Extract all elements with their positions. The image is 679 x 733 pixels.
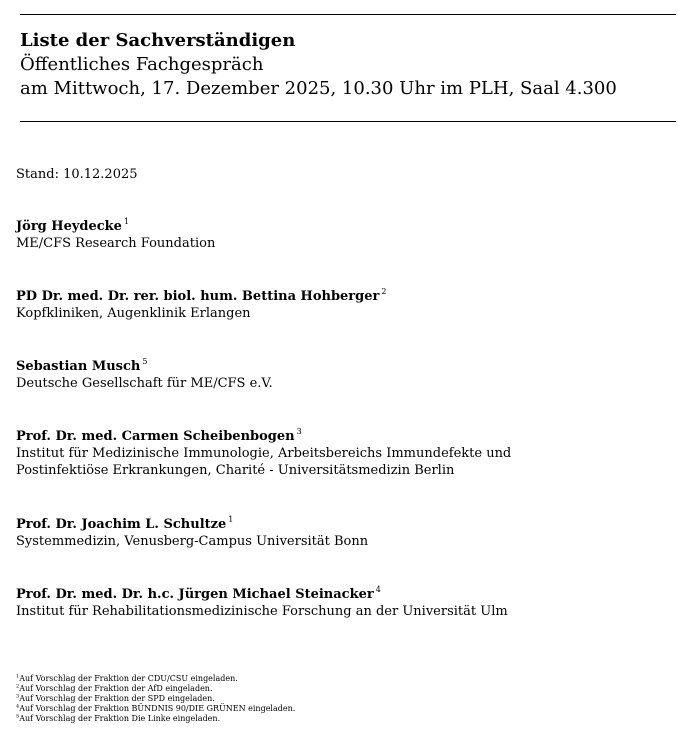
expert-institution: Systemmedizin, Venusberg-Campus Universität Bonn [16, 534, 369, 549]
footnote-mark: 1 [228, 514, 234, 524]
footnote-mark: 2 [381, 286, 387, 296]
expert-institution: ME/CFS Research Foundation [16, 236, 216, 251]
expert-entry [16, 586, 666, 620]
hearing-date-location: am Mittwoch, 17. Dezember 2025, 10.30 Uhr im PLH, Saal 4.300 [20, 78, 617, 99]
expert-entry [16, 516, 666, 550]
footnote-mark: 1 [123, 216, 130, 226]
expert-name: Prof. Dr. med. Dr. h.c. Jürgen Michael Steinacker $^4$ [16, 584, 381, 602]
expert-entry [16, 358, 666, 392]
footnote: $^1$Auf Vorschlag der Fraktion der CDU/CSU eingeladen. [16, 673, 238, 683]
expert-institution: Institut für Medizinische Immunologie, Arbeitsbereichs Immundefekte und [16, 446, 512, 461]
expert-institution: Institut für Rehabilitationsmedizinische Forschung an der Universität Ulm [16, 604, 508, 619]
footnote-mark: 4 [375, 584, 381, 594]
expert-name: Prof. Dr. Joachim L. Schultze $^1$ [16, 514, 234, 532]
footnote: $^2$Auf Vorschlag der Fraktion der AfD eingeladen. [16, 683, 213, 693]
footnotes [16, 674, 295, 724]
expert-name: Sebastian Musch $^5$ [16, 356, 148, 374]
expert-institution: Kopfkliniken, Augenklinik Erlangen [16, 306, 251, 321]
hearing-type: Öffentliches Fachgespräch [20, 54, 264, 75]
stand-date: Stand: 10.12.2025 [16, 167, 138, 182]
document-title: Liste der Sachverständigen [20, 30, 296, 51]
expert-name: Jörg Heydecke $^1$ [16, 216, 130, 234]
expert-name: PD Dr. med. Dr. rer. biol. hum. Bettina Hohberger $^2$ [16, 286, 387, 304]
header-top-rule [20, 14, 676, 15]
expert-entry [16, 428, 666, 479]
expert-entry [16, 288, 666, 322]
footnote: $^5$Auf Vorschlag der Fraktion Die Linke eingeladen. [16, 713, 221, 723]
footnote: $^4$Auf Vorschlag der Fraktion BÜNDNIS 90/DIE GRÜNEN eingeladen. [16, 703, 296, 713]
expert-institution-continued: Postinfektiöse Erkrankungen, Charité - Universitätsmedizin Berlin [16, 463, 455, 478]
footnote-mark: 3 [296, 426, 302, 436]
expert-institution: Deutsche Gesellschaft für ME/CFS e.V. [16, 376, 273, 391]
footnote: $^3$Auf Vorschlag der Fraktion der SPD eingeladen. [16, 693, 215, 703]
expert-entry [16, 218, 666, 252]
header-bottom-rule [20, 121, 676, 122]
expert-name: Prof. Dr. med. Carmen Scheibenbogen $^3$ [16, 426, 302, 444]
footnote-mark: 5 [142, 356, 148, 366]
document-header [20, 29, 676, 101]
